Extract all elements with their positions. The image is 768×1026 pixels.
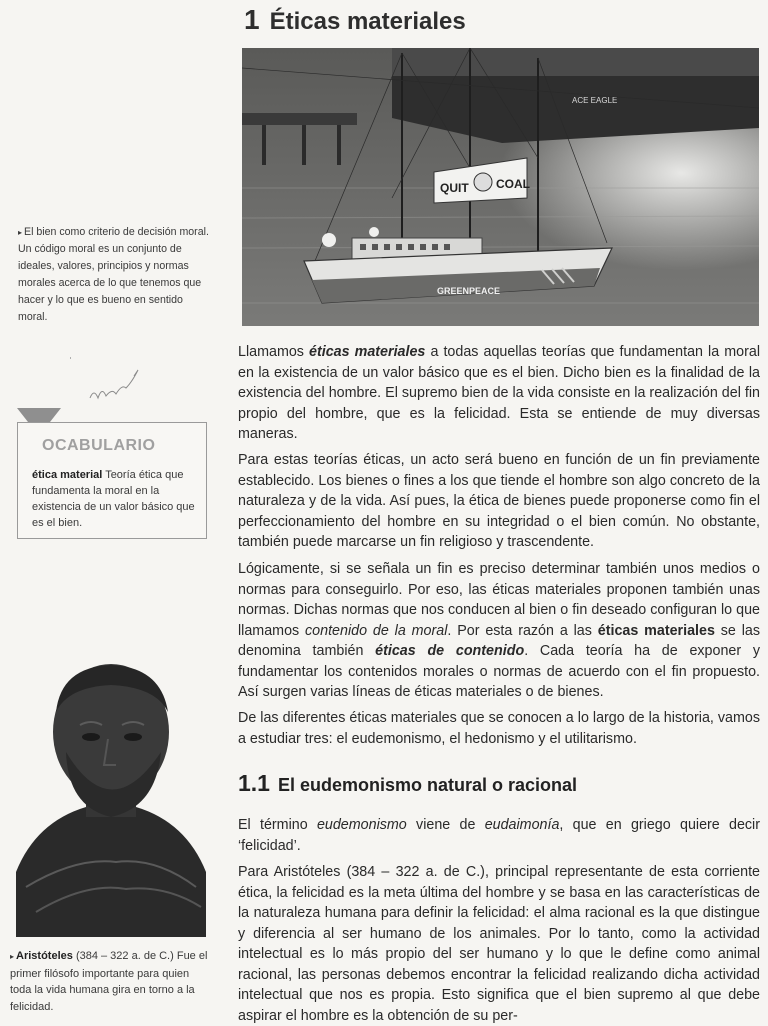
p3-text-a: Lógicamente, si se señala un fin es preciso determinar también unos medios o normas para conseguirlo. Por eso, las éticas materiales proponen también unas normas. Dichas normas que nos conducen al bien o fin deseado configuran lo que llamamos bbox=[238, 561, 760, 639]
section-number: 1 bbox=[244, 4, 260, 35]
vocab-definition-block bbox=[32, 467, 200, 531]
paragraph-6: Para Aristóteles (384 – 322 a. de C.), principal representante de esta corriente ética, la felicidad es la meta última del hombre y se basa en las características de la naturaleza humana para definir la felicidad: el alma racional es la que distingue y diferencia al ser humano de los animales. Por lo tanto, como la actividad intelectual es lo más propio del ser humano y lo que le define como animal racional, las personas debemos encontrar la felicidad realizando dicha actividad intelectual que nos es propia. Esto significa que el bien supremo al que debe aspirar el hombre es la obtención de su per- bbox=[238, 864, 760, 1024]
subsection-heading bbox=[238, 770, 577, 797]
vocab-term: ética material bbox=[32, 469, 103, 481]
hull-text: GREENPEACE bbox=[437, 286, 501, 296]
aristotle-bust-image bbox=[16, 657, 206, 937]
section-title: Éticas materiales bbox=[269, 8, 466, 35]
vocabulary-box bbox=[17, 422, 207, 539]
paragraph-5 bbox=[238, 815, 760, 856]
paragraph-3 bbox=[238, 559, 760, 703]
p5-text-a: El término bbox=[238, 817, 317, 833]
p3-bold-italic-term: éticas de contenido bbox=[375, 643, 525, 659]
p3-bold-term: éticas materiales bbox=[597, 622, 715, 639]
p1-term: éticas materiales bbox=[309, 344, 426, 360]
p5-text-c: viene de bbox=[406, 817, 485, 833]
greenpeace-ship-photo bbox=[242, 48, 759, 326]
subsection-number: 1.1 bbox=[238, 770, 270, 796]
caption2-dates: (384 – 322 a. de C.) bbox=[75, 950, 174, 962]
section-heading bbox=[244, 4, 466, 36]
caption1-text: El bien como criterio de decisión moral. Un código moral es un conjunto de ideales, valores, principios y normas morales acerca de lo que tenemos que hacer y lo que es bueno en sentido moral. bbox=[18, 226, 209, 323]
p1-text-a: Llamamos bbox=[238, 344, 310, 360]
vocab-definition: Teoría ética que fundamenta la moral en la existencia de un valor básico que es el bien. bbox=[32, 469, 195, 529]
caption-marker-icon: ▸ bbox=[10, 952, 15, 961]
paragraph-4: De las diferentes éticas materiales que se conocen a lo largo de la historia, vamos a estudiar tres: el eudemonismo, el hedonismo y el utilitarismo. bbox=[238, 710, 760, 747]
p3-italic-term: contenido de la moral bbox=[305, 622, 448, 639]
p3-text-g: . Cada teoría ha de exponer y fundamentar los contenidos morales o normas de acuerdo con el fin propuesto. Así surgen varias líneas de éticas materiales o de bienes. bbox=[238, 643, 760, 700]
p3-text-c: . Por esta razón a las bbox=[447, 622, 598, 639]
caption2-name: Aristóteles bbox=[16, 950, 73, 962]
p5-text-e: , que en griego quiere decir ‘felicidad’. bbox=[238, 817, 760, 854]
ship-name-text: ACE EAGLE bbox=[572, 96, 618, 105]
subsection-title: El eudemonismo natural o racional bbox=[277, 775, 578, 795]
banner-left-text: QUIT bbox=[440, 181, 469, 195]
handwritten-scribble bbox=[60, 350, 160, 410]
caption-marker-icon: ▸ bbox=[18, 228, 23, 237]
p1-text-c: a todas aquellas teorías que fundamentan la moral en la existencia de un valor básico que es el bien. Dicho bien es la finalidad de la existencia del hombre. El supremo bien de la vida consiste en la realización del fin propio del hombre, que es la felicidad. Esta se entiende de muy diversas maneras. bbox=[238, 344, 760, 442]
caption-moral-good bbox=[18, 224, 210, 326]
vocab-title: OCABULARIO bbox=[42, 437, 156, 454]
banner-right-text: COAL bbox=[496, 177, 530, 191]
caption2-text: Fue el primer filósofo importante para quien toda la vida humana gira en torno a la felicidad. bbox=[10, 950, 208, 1013]
p5-term-2: eudaimonía bbox=[484, 817, 560, 833]
caption-aristotle bbox=[10, 948, 210, 1015]
paragraph-1 bbox=[238, 342, 760, 445]
p5-term-1: eudemonismo bbox=[316, 817, 407, 833]
p3-text-e: se las denomina también bbox=[238, 622, 760, 659]
paragraph-2: Para estas teorías éticas, un acto será bueno en función de un fin previamente establecido. Los bienes o fines a los que tiende el hombre son algo concreto de la naturaleza y de la vida. Así pues, la ética de bienes puede proponerse como fin el perfeccionamiento del hombre en su integridad o el bien común. No obstante, también puede marcarse un fin religioso y trascendente. bbox=[238, 452, 760, 550]
